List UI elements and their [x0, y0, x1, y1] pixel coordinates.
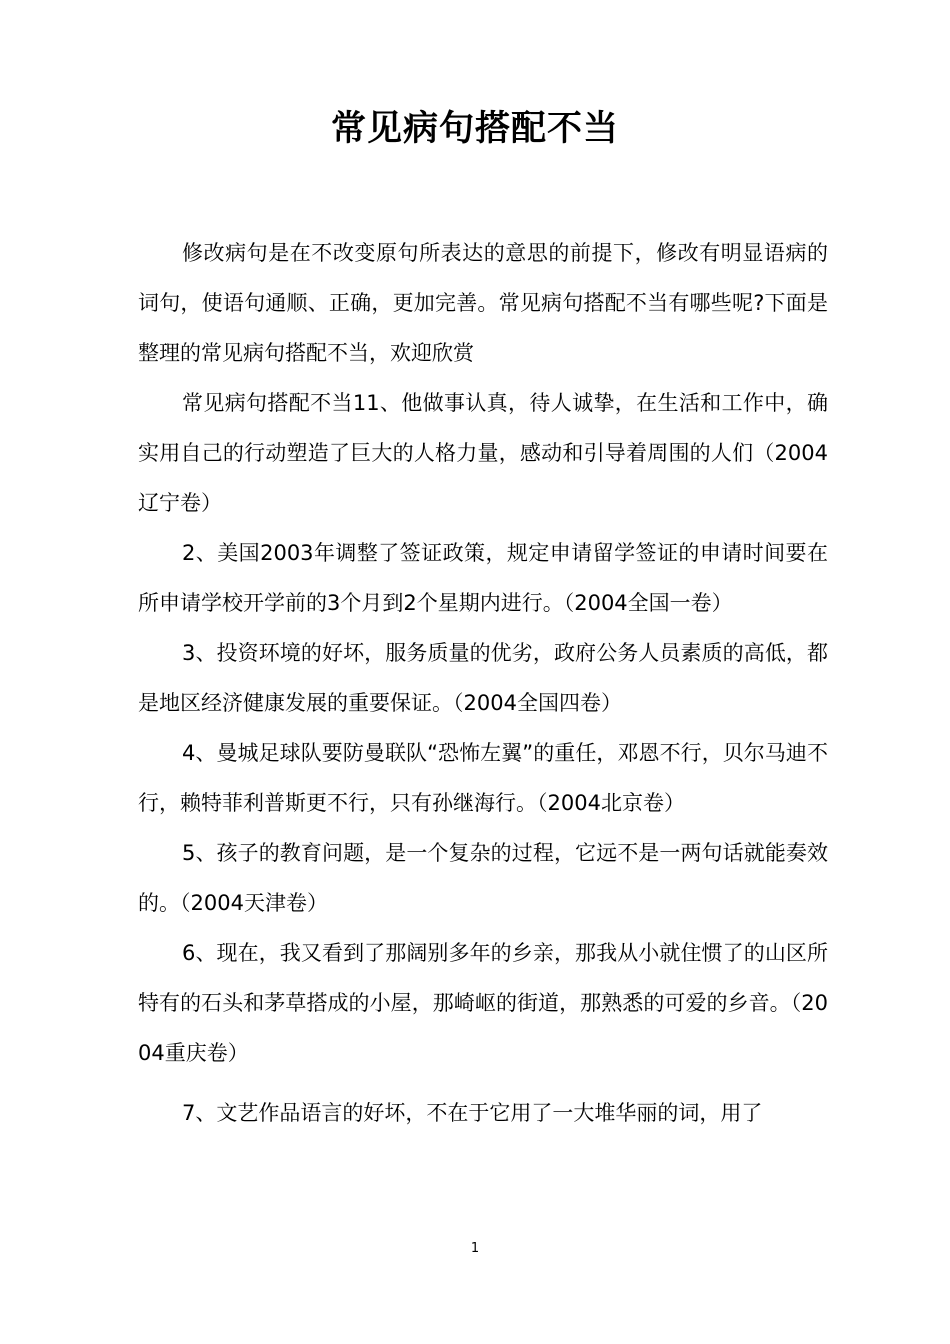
- paragraph-example-3: 3、投资环境的好坏，服务质量的优劣，政府公务人员素质的高低，都是地区经济健康发展的重要保证。（2004全国四卷）: [138, 641, 828, 715]
- paragraph-example-5: 5、孩子的教育问题，是一个复杂的过程，它远不是一两句话就能奏效的。（2004天津卷）: [138, 841, 828, 915]
- paragraph-example-6: 6、现在，我又看到了那阔别多年的乡亲，那我从小就住惯了的山区所特有的石头和茅草搭成的小屋，那崎岖的街道，那熟悉的可爱的乡音。（2004重庆卷）: [138, 941, 828, 1065]
- paragraph-example-7: 7、文艺作品语言的好坏，不在于它用了一大堆华丽的词，用了: [182, 1101, 763, 1125]
- paragraph-example-2: 2、美国2003年调整了签证政策，规定申请留学签证的申请时间要在所申请学校开学前的3个月到2个星期内进行。（2004全国一卷）: [138, 541, 828, 615]
- page-number: 1: [470, 1241, 480, 1256]
- paragraph-example-4: 4、曼城足球队要防曼联队“恐怖左翼”的重任，邓恩不行，贝尔马迪不行，赖特菲利普斯更不行，只有孙继海行。（2004北京卷）: [138, 741, 828, 815]
- document-body: [138, 228, 828, 1138]
- paragraph-example-1: 常见病句搭配不当11、他做事认真，待人诚挚，在生活和工作中，确实用自己的行动塑造了巨大的人格力量，感动和引导着周围的人们（2004辽宁卷）: [138, 391, 828, 515]
- document-title: 常见病句搭配不当: [330, 109, 619, 149]
- paragraph-intro: 修改病句是在不改变原句所表达的意思的前提下，修改有明显语病的词句，使语句通顺、正确，更加完善。常见病句搭配不当有哪些呢?下面是整理的常见病句搭配不当，欢迎欣赏: [138, 241, 828, 365]
